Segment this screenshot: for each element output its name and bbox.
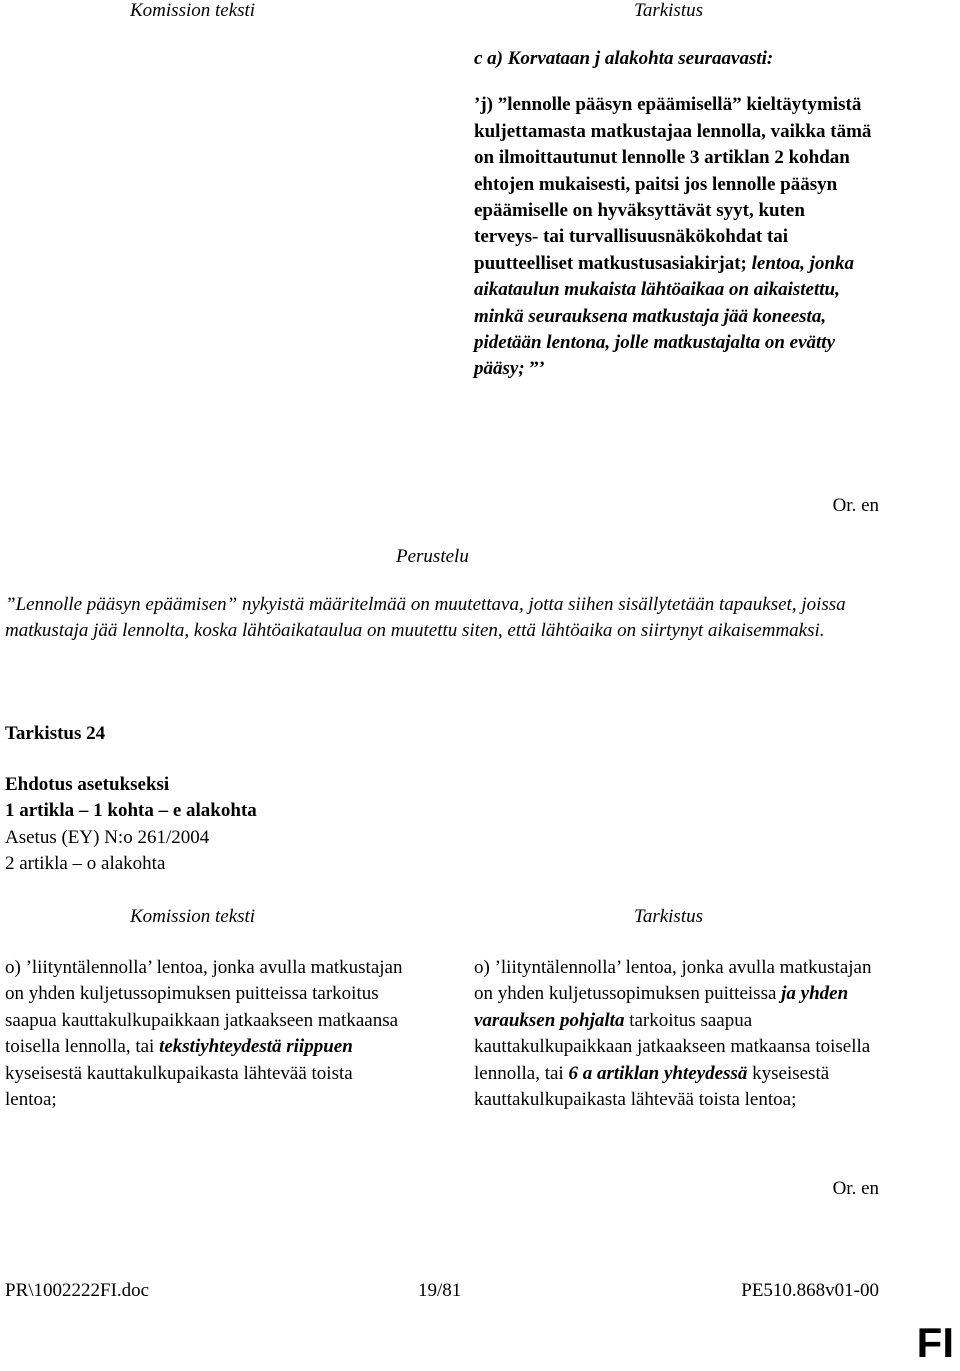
footer-doc-ref: PR\1002222FI.doc (5, 1280, 150, 1301)
original-language-note: Or. en (832, 495, 879, 516)
amendment-text-o (474, 955, 874, 1113)
amendment-added-text-1: ja yhden varauksen pohjalta (474, 983, 849, 1031)
justification-text: ”Lennolle pääsyn epäämisen” nykyistä määritelmää on muutettava, jotta siihen sisällytetään tapaukset, joissa matkustaja jää lennolta, koska lähtöaikataulua on muutettu siten, että lähtöaika on siirtynyt aikaisemmaksi. (5, 594, 846, 642)
amendment-text-top (474, 46, 874, 383)
sub-reference: 2 artikla – o alakohta (5, 853, 166, 875)
language-mark: FI (916, 1319, 954, 1366)
justification-heading: Perustelu (396, 546, 469, 567)
original-language-note-bottom: Or. en (832, 1178, 879, 1199)
article-reference: 1 artikla – 1 kohta – e alakohta (5, 800, 257, 822)
right-column-header: Tarkistus (634, 0, 703, 21)
footer-pe-ref: PE510.868v01-00 (741, 1280, 879, 1301)
footer-page-number: 19/81 (418, 1280, 462, 1301)
amendment-intro: c a) Korvataan j alakohta seuraavasti: (474, 48, 774, 69)
point-j-closing-quote: ”’ (529, 358, 546, 380)
regulation-reference: Asetus (EY) N:o 261/2004 (5, 826, 210, 848)
commission-text-part2: kyseisestä kauttakulkupaikasta lähtevää toista lentoa; (5, 1062, 353, 1111)
amendment-text-part1: o) ’liityntälennolla’ lentoa, jonka avulla matkustajan on yhden kuljetussopimuksen puitteissa (474, 957, 872, 1005)
bottom-right-column-header: Tarkistus (634, 906, 703, 927)
point-j-added-text: lentoa, jonka aikataulun mukaista lähtöaikaa on aikaistettu, minkä seurauksena matkustaja jää koneesta, pidetään lentona, jolle matkustajalta on evätty pääsy; (474, 252, 855, 380)
amendment-text-part3: kyseisestä kauttakulkupaikasta lähtevää toista lentoa; (474, 1062, 830, 1111)
bottom-left-column-header: Komission teksti (130, 906, 256, 927)
proposal-title: Ehdotus asetukseksi (5, 774, 170, 795)
commission-text-o (5, 955, 405, 1113)
commission-deleted-text: tekstiyhteydestä riippuen (159, 1036, 353, 1058)
amendment-title: Tarkistus 24 (5, 723, 106, 744)
amendment-added-text-2: 6 a artiklan yhteydessä (568, 1062, 748, 1084)
commission-text-part1: o) ’liityntälennolla’ lentoa, jonka avulla matkustajan on yhden kuljetussopimuksen puitteissa tarkoitus saapua kauttakulkupaikkaan jatkaakseen matkaansa toisella lennolla, tai (5, 957, 403, 1058)
amendment-point-j (474, 92, 874, 382)
amendment-text-part2: tarkoitus saapua kauttakulkupaikkaan jatkaakseen matkaansa toisella lennolla, tai (474, 1009, 871, 1084)
point-j-text: ’j) ”lennolle pääsyn epäämisellä” kieltäytymistä kuljettamasta matkustajaa lennolla, vaikka tämä on ilmoittautunut lennolle 3 artiklan 2 kohdan ehtojen mukaisesti, paitsi jos lennolle pääsyn epäämiselle on hyväksyttävät syyt, kuten terveys- tai turvallisuusnäkökohdat tai puutteelliset matkustusasiakirjat; (474, 94, 872, 274)
amendment-header (5, 772, 257, 878)
left-column-header: Komission teksti (130, 0, 256, 21)
